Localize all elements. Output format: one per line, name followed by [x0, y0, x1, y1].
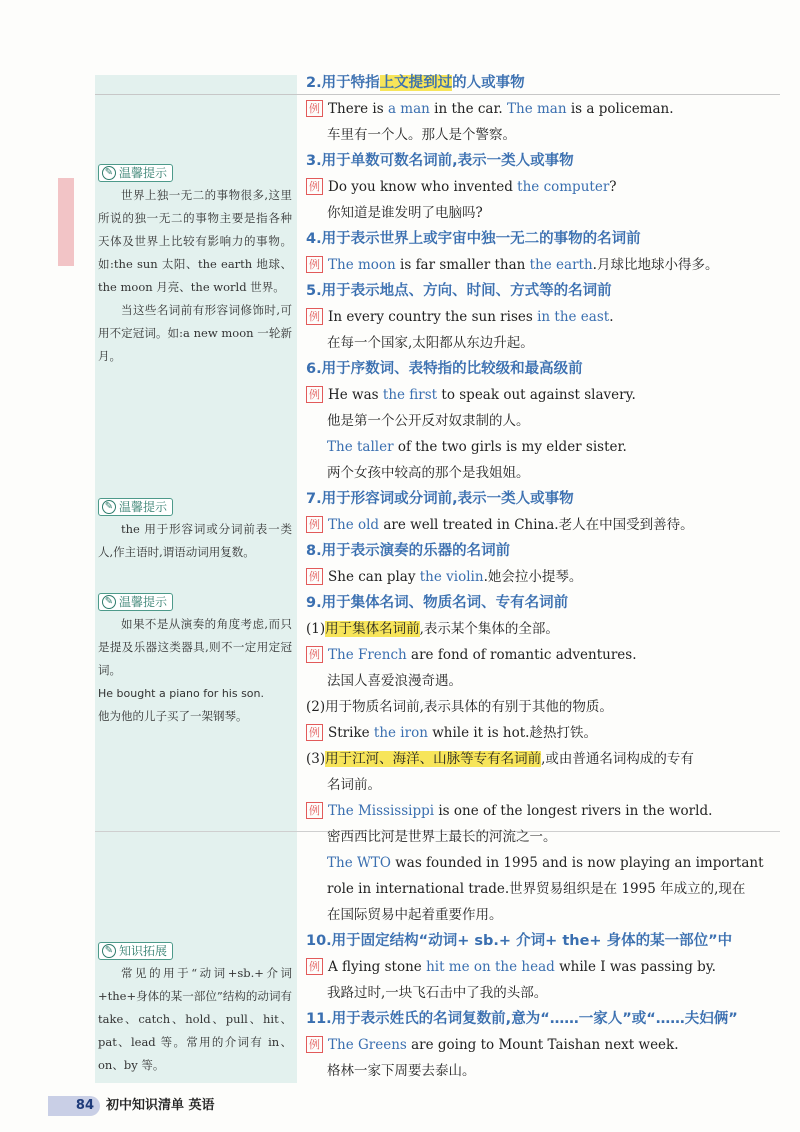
example-en: 例 The Mississippi is one of the longest rivers in the world. [306, 798, 772, 824]
example-mark: 例 [306, 100, 323, 117]
example-zh: 他是第一个公开反对奴隶制的人。 [327, 413, 530, 429]
rule-heading-5: 5.用于表示地点、方向、时间、方式等的名词前 [306, 283, 612, 299]
example-en: 例 The Greens are going to Mount Taishan next week. [306, 1032, 772, 1058]
example-zh: 密西西比河是世界上最长的河流之一。 [327, 829, 557, 845]
example-zh: 我路过时,一块飞石击中了我的头部。 [327, 985, 548, 1001]
tip-badge: ✎ 温馨提示 [98, 593, 173, 611]
example-mark: 例 [306, 958, 323, 975]
example-en: 例 The moon is far smaller than the earth.月球比地球小得多。 [306, 252, 772, 278]
page-number: 84 [48, 1096, 100, 1116]
rule-heading-11: 11.用于表示姓氏的名词复数前,意为“……一家人”或“……夫妇俩” [306, 1011, 738, 1027]
example-zh: 在每一个国家,太阳都从东边升起。 [327, 335, 534, 351]
example-mark: 例 [306, 256, 323, 273]
tip-box-1 [98, 160, 292, 368]
tip-badge: ✎ 温馨提示 [98, 498, 173, 516]
example-en: The WTO was founded in 1995 and is now playing an important [327, 855, 764, 871]
subrule-2: (2)用于物质名词前,表示具体的有别于其他的物质。 [306, 699, 613, 715]
example-mark: 例 [306, 646, 323, 663]
example-mark: 例 [306, 568, 323, 585]
example-en: 例 Strike the iron while it is hot.趁热打铁。 [306, 720, 772, 746]
tip-box-4 [98, 938, 292, 1077]
rule-heading-7: 7.用于形容词或分词前,表示一类人或事物 [306, 491, 574, 507]
tip-example-en: He bought a piano for his son. [98, 687, 265, 700]
example-en: The taller of the two girls is my elder sister. [327, 439, 627, 455]
tip-text: 常见的用于“动词+sb.+介词+the+身体的某一部位”结构的动词有 take、catch、hold、pull、hit、pat、lead 等。常用的介词有 in、on、by 等。 [98, 966, 292, 1072]
example-zh: 法国人喜爱浪漫奇遇。 [327, 673, 462, 689]
tip-badge: ✎ 知识拓展 [98, 942, 173, 960]
rule-heading-8: 8.用于表示演奏的乐器的名词前 [306, 543, 511, 559]
lightbulb-icon: ✎ [102, 500, 116, 514]
tip-box-3 [98, 589, 292, 728]
tip-text: 如果不是从演奏的角度考虑,而只是提及乐器这类器具,则不一定用定冠词。 [98, 617, 292, 677]
rule-heading-6: 6.用于序数词、表特指的比较级和最高级前 [306, 361, 583, 377]
rule-heading-9: 9.用于集体名词、物质名词、专有名词前 [306, 595, 569, 611]
subrule-3-cont: 名词前。 [327, 777, 381, 793]
tip-text: 当这些名词前有形容词修饰时,可用不定冠词。如:a new moon 一轮新月。 [98, 303, 292, 363]
page-footer [48, 1096, 278, 1116]
example-mark: 例 [306, 386, 323, 403]
example-en: 例 A flying stone hit me on the head while I was passing by. [306, 954, 772, 980]
example-zh: 两个女孩中较高的那个是我姐姐。 [327, 465, 530, 481]
example-zh: 车里有一个人。那人是个警察。 [327, 127, 516, 143]
rule-heading-2: 2.用于特指上文提到过的人或事物 [306, 75, 525, 91]
subrule-3: (3)用于江河、海洋、山脉等专有名词前,或由普通名词构成的专有 [306, 751, 694, 767]
example-en: 例 The French are fond of romantic adventures. [306, 642, 772, 668]
example-en: role in international trade.世界贸易组织是在 1995 年成立的,现在 [327, 881, 746, 897]
example-en: 例 In every country the sun rises in the east. [306, 304, 772, 330]
main-content [306, 70, 772, 1084]
lightbulb-icon: ✎ [102, 944, 116, 958]
tip-text: 世界上独一无二的事物很多,这里所说的独一无二的事物主要是指各种天体及世界上比较有影响力的事物。如:the sun 太阳、the earth 地球、the moon 月亮、the world 世界。 [98, 188, 292, 294]
example-mark: 例 [306, 178, 323, 195]
rule-heading-4: 4.用于表示世界上或宇宙中独一无二的事物的名词前 [306, 231, 641, 247]
tip-box-2 [98, 494, 292, 564]
example-mark: 例 [306, 724, 323, 741]
lightbulb-icon: ✎ [102, 166, 116, 180]
example-en: 例 He was the first to speak out against slavery. [306, 382, 772, 408]
tip-example-zh: 他为他的儿子买了一架钢琴。 [98, 709, 248, 723]
example-en: 例 There is a man in the car. The man is a policeman. [306, 96, 772, 122]
page-edge-decoration [58, 178, 74, 266]
rule-heading-3: 3.用于单数可数名词前,表示一类人或事物 [306, 153, 574, 169]
book-title: 初中知识清单 英语 [106, 1098, 215, 1113]
example-en: 例 Do you know who invented the computer? [306, 174, 772, 200]
example-mark: 例 [306, 308, 323, 325]
rule-heading-10: 10.用于固定结构“动词+ sb.+ 介词+ the+ 身体的某一部位”中 [306, 933, 733, 949]
example-zh: 你知道是谁发明了电脑吗? [327, 205, 483, 221]
example-zh: 在国际贸易中起着重要作用。 [327, 907, 503, 923]
example-mark: 例 [306, 1036, 323, 1053]
example-mark: 例 [306, 802, 323, 819]
tip-text: the 用于形容词或分词前表一类人,作主语时,谓语动词用复数。 [98, 522, 292, 559]
subrule-1: (1)用于集体名词前,表示某个集体的全部。 [306, 621, 559, 637]
example-mark: 例 [306, 516, 323, 533]
tip-badge: ✎ 温馨提示 [98, 164, 173, 182]
example-en: 例 She can play the violin.她会拉小提琴。 [306, 564, 772, 590]
example-zh: 格林一家下周要去泰山。 [327, 1063, 476, 1079]
lightbulb-icon: ✎ [102, 595, 116, 609]
example-en: 例 The old are well treated in China.老人在中国受到善待。 [306, 512, 772, 538]
